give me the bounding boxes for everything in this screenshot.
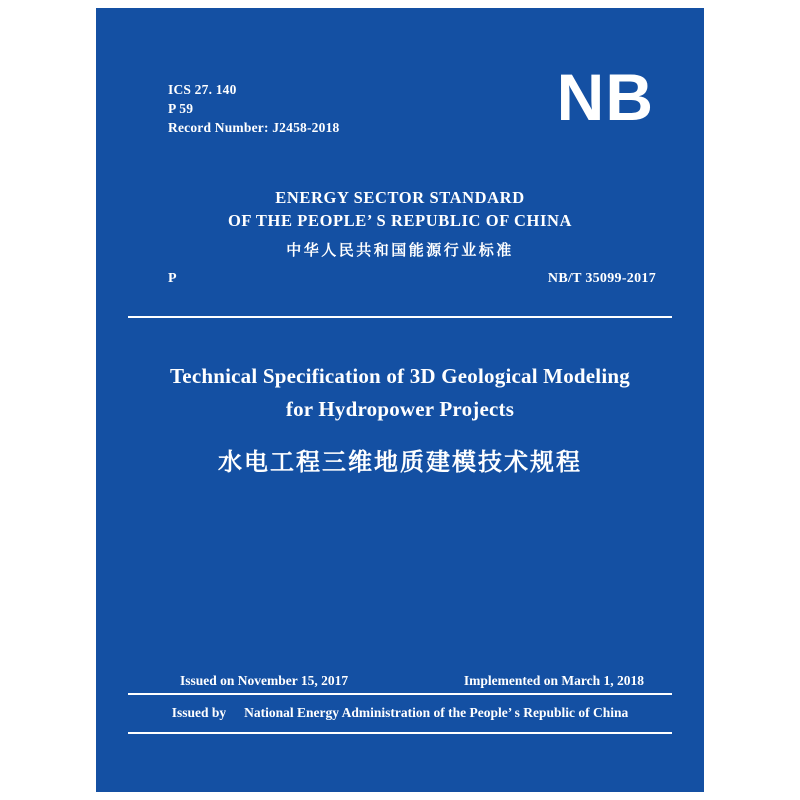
nb-logo: NB <box>556 60 654 134</box>
divider-middle <box>128 693 672 695</box>
record-number: Record Number: J2458-2018 <box>168 120 340 135</box>
title-cn: 水电工程三维地质建模技术规程 <box>218 450 582 476</box>
document-title-block <box>96 360 704 477</box>
cover-header <box>96 60 704 160</box>
standard-number: NB/T 35099-2017 <box>547 271 656 286</box>
standard-name-en-line1: ENERGY SECTOR STANDARD <box>275 188 525 207</box>
date-row <box>96 673 704 693</box>
title-en-line2: for Hydropower Projects <box>285 397 515 421</box>
issued-by-label: Issued by <box>171 705 227 720</box>
ics-number: ICS 27. 140 <box>168 82 237 97</box>
divider-top <box>128 316 672 318</box>
title-en-line1: Technical Specification of 3D Geological Modeling <box>170 364 630 388</box>
category-letter: P <box>168 271 177 286</box>
issuer-row <box>96 705 704 721</box>
divider-bottom <box>128 732 672 734</box>
ics-block <box>168 80 339 137</box>
issued-date: Issued on November 15, 2017 <box>180 673 349 688</box>
classification-code: P 59 <box>168 101 194 116</box>
issuer-organization: National Energy Administration of the People’ s Republic of China <box>244 705 629 720</box>
standard-name-cn: 中华人民共和国能源行业标准 <box>286 243 514 259</box>
standard-code-row <box>96 271 704 293</box>
implemented-date: Implemented on March 1, 2018 <box>463 673 644 688</box>
standard-cover <box>96 8 704 792</box>
standard-name-en-line2: OF THE PEOPLE’ S REPUBLIC OF CHINA <box>227 211 573 230</box>
standard-authority-block <box>96 186 704 260</box>
